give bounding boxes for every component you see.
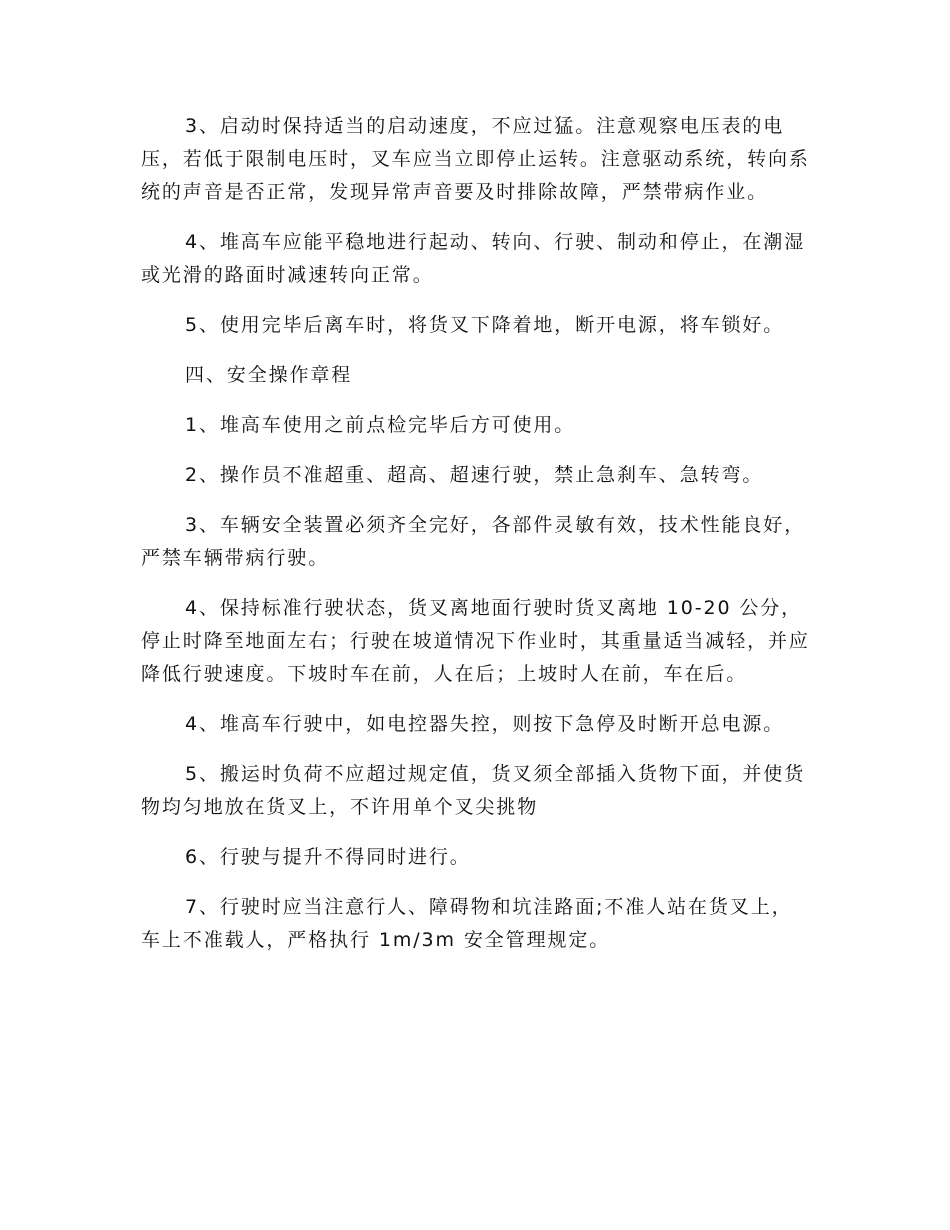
paragraph-leaving-vehicle: 5、使用完毕后离车时，将货叉下降着地，断开电源，将车锁好。	[185, 314, 785, 336]
paragraph-driving-state: 4、保持标准行驶状态，货叉离地面行驶时货叉离地 10-20 公分，停止时降至地面左右；行驶在坡道情况下作业时，其重量适当减轻，并应降低行驶速度。下坡时车在前，人在后；上坡时人在前，车在后。	[141, 597, 810, 685]
paragraph-stable-driving: 4、堆高车应能平稳地进行起动、转向、行驶、制动和停止，在潮湿或光滑的路面时减速转向正常。	[141, 231, 806, 286]
paragraph-inspection: 1、堆高车使用之前点检完毕后方可使用。	[185, 414, 576, 436]
paragraph-no-overload: 2、操作员不准超重、超高、超速行驶，禁止急刹车、急转弯。	[185, 464, 764, 486]
paragraph-safety-devices: 3、车辆安全装置必须齐全完好，各部件灵敏有效，技术性能良好，严禁车辆带病行驶。	[141, 514, 806, 569]
paragraph-startup-speed: 3、启动时保持适当的启动速度，不应过猛。注意观察电压表的电压，若低于限制电压时，叉车应当立即停止运转。注意驱动系统，转向系统的声音是否正常，发现异常声音要及时排除故障，严禁带病作业。	[141, 115, 810, 203]
section-heading-safety-rules: 四、安全操作章程	[185, 364, 353, 386]
document-body	[141, 110, 813, 974]
paragraph-load-limit: 5、搬运时负荷不应超过规定值，货叉须全部插入货物下面，并使货物均匀地放在货叉上，不许用单个叉尖挑物	[141, 763, 806, 818]
paragraph-emergency-stop: 4、堆高车行驶中，如电控器失控，则按下急停及时断开总电源。	[185, 713, 785, 735]
paragraph-watch-pedestrians: 7、行驶时应当注意行人、障碍物和坑洼路面;不准人站在货叉上，车上不准载人，严格执行 1m/3m 安全管理规定。	[141, 896, 793, 951]
paragraph-no-simultaneous-lift: 6、行驶与提升不得同时进行。	[185, 846, 471, 868]
